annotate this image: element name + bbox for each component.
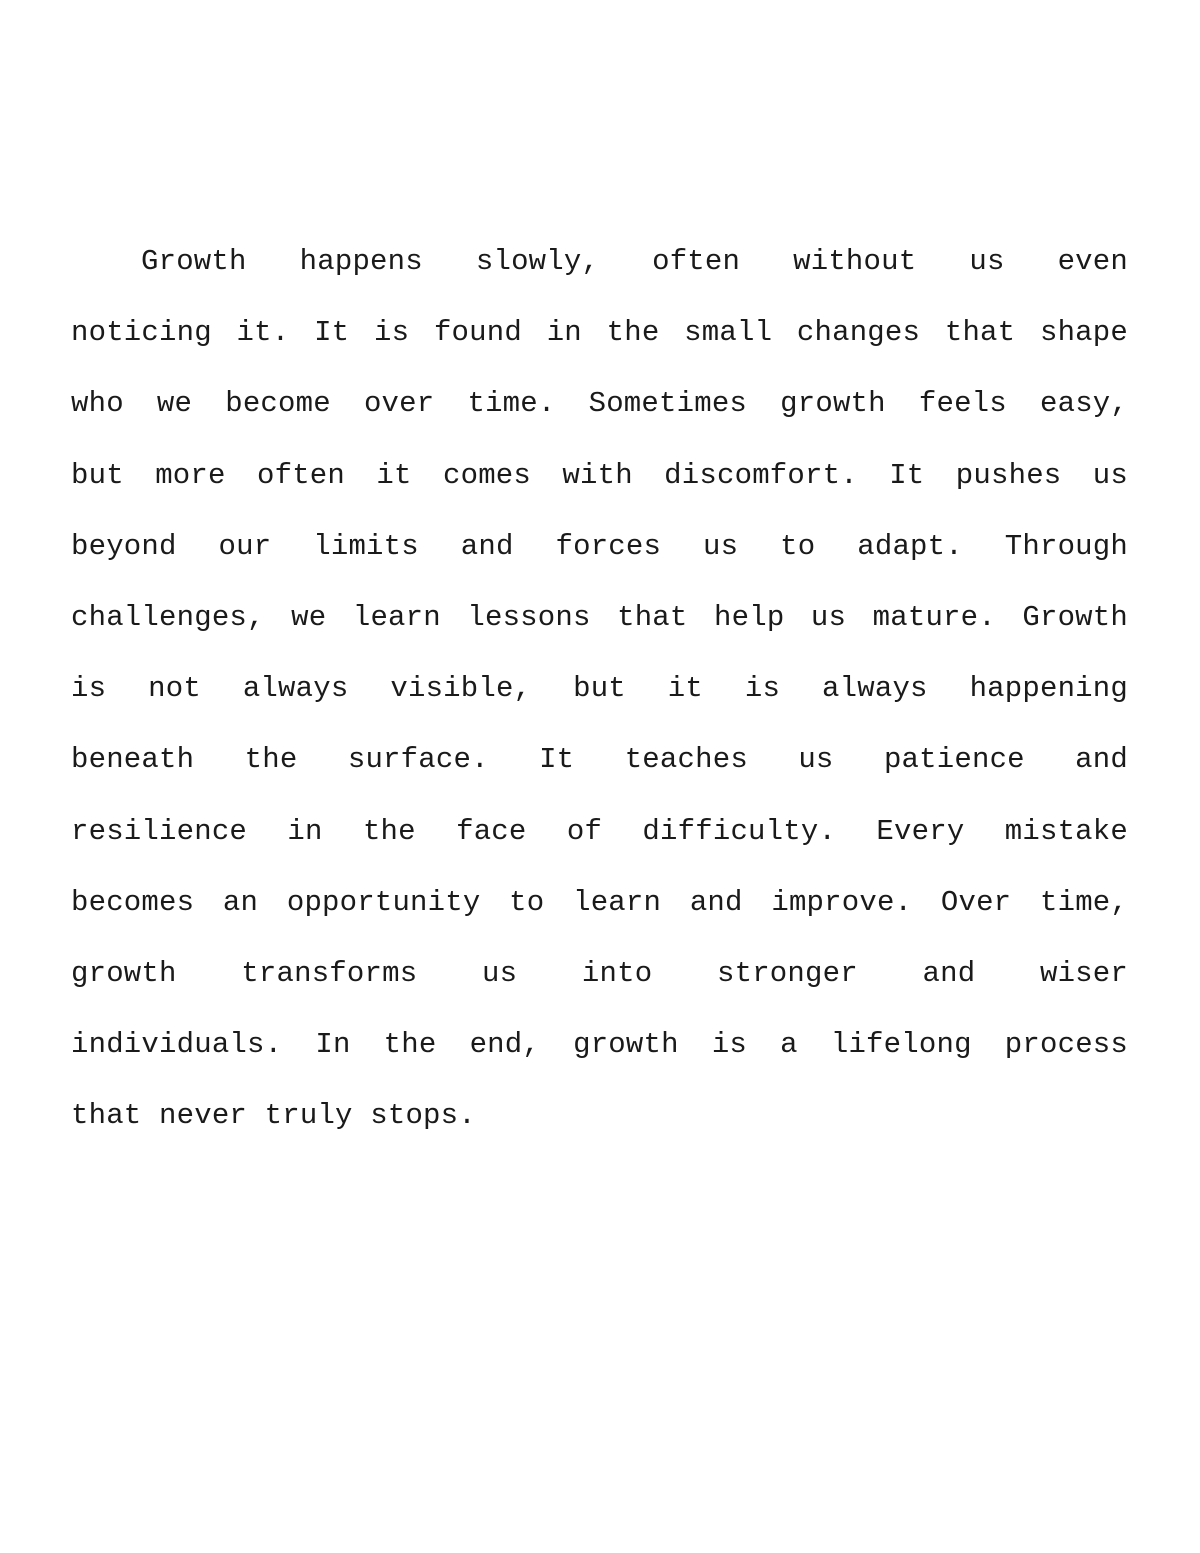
paragraph-line: beneath the surface. It teaches us patience and: [71, 743, 1128, 777]
paragraph-line: but more often it comes with discomfort. It pushes us: [71, 458, 1128, 492]
paragraph-line: Growth happens slowly, often without us even: [141, 245, 1128, 278]
paragraph-line: challenges, we learn lessons that help us mature. Growth: [71, 600, 1128, 634]
paragraph-line: growth transforms us into stronger and wiser: [71, 956, 1128, 990]
paragraph-line: noticing it. It is found in the small changes that shape: [71, 316, 1128, 350]
paragraph-line: that never truly stops.: [71, 1099, 476, 1133]
paragraph-line: resilience in the face of difficulty. Every mistake: [71, 814, 1128, 848]
body-paragraph: [71, 226, 1128, 1151]
paragraph-line: individuals. In the end, growth is a lifelong process: [71, 1028, 1128, 1062]
paragraph-line: becomes an opportunity to learn and improve. Over time,: [71, 885, 1128, 919]
paragraph-line: beyond our limits and forces us to adapt. Through: [71, 529, 1128, 563]
paragraph-line: is not always visible, but it is always happening: [71, 672, 1128, 706]
paragraph-line: who we become over time. Sometimes growth feels easy,: [71, 387, 1128, 421]
